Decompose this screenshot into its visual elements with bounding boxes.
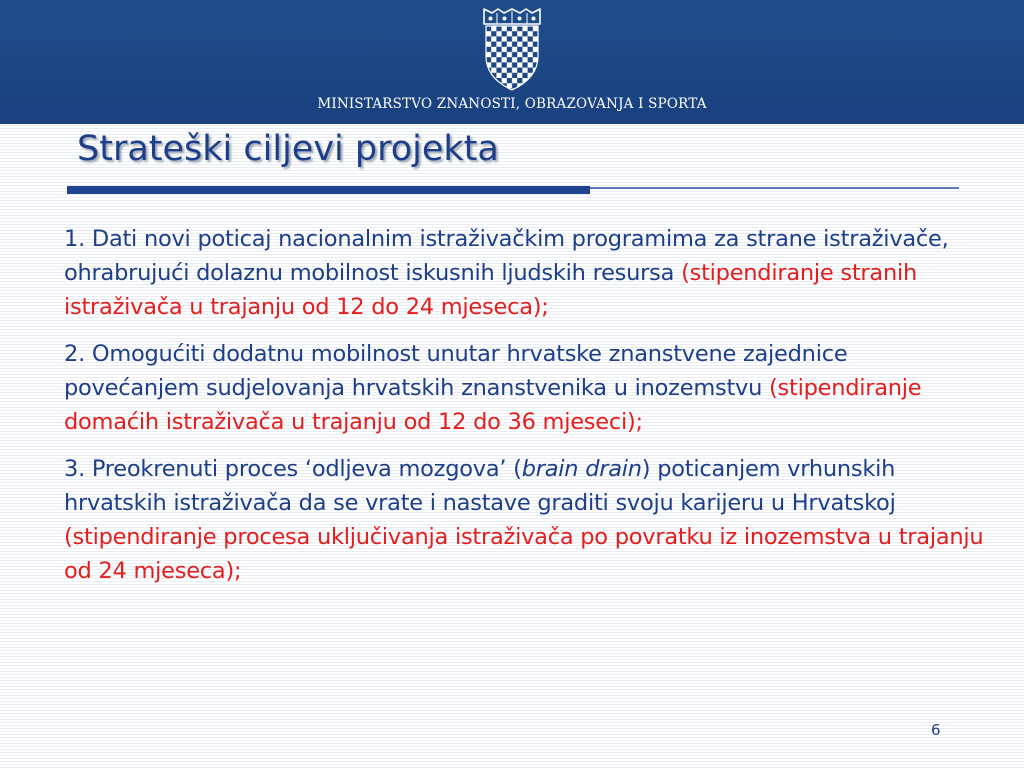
title-underline-thin <box>590 187 959 189</box>
goal-note: (stipendiranje stranih istraživača u trajanju od 12 do 24 mjeseca); <box>64 260 917 320</box>
goal-text: Omogućiti dodatnu mobilnost unutar hrvatske znanstvene zajednice povećanjem sudjelovanja hrvatskih znanstvenika u inozemstvu <box>64 341 848 401</box>
goal-item-1 <box>64 222 989 324</box>
goal-note: (stipendiranje procesa uključivanja istraživača po povratku iz inozemstva u trajanju od 24 mjeseca); <box>64 524 984 584</box>
goal-number: 1. <box>64 226 85 252</box>
title-underline <box>67 186 590 194</box>
goal-text: Dati novi poticaj nacionalnim istraživačkim programima za strane istraživače, ohrabrujući dolaznu mobilnost iskusnih ljudskih resursa <box>64 226 949 286</box>
goal-text-after: ) poticanjem vrhunskih hrvatskih istraživača da se vrate i nastave graditi svoju karijeru u Hrvatskoj <box>64 456 896 516</box>
page-number: 6 <box>931 721 941 739</box>
goal-number: 2. <box>64 341 85 367</box>
goal-text-italic: brain drain <box>521 456 642 482</box>
ministry-name: MINISTARSTVO ZNANOSTI, OBRAZOVANJA I SPORTA <box>317 96 707 112</box>
goal-text: Preokrenuti proces ‘odljeva mozgova’ ( <box>91 456 522 482</box>
ministry-header <box>0 0 1024 124</box>
slide-title: Strateški ciljevi projekta <box>77 129 499 169</box>
goal-number: 3. <box>64 456 85 482</box>
goal-item-2 <box>64 337 989 439</box>
croatian-coat-of-arms-icon <box>480 8 544 92</box>
goals-list <box>64 222 989 601</box>
goal-note: (stipendiranje domaćih istraživača u trajanju od 12 do 36 mjeseci); <box>64 375 922 435</box>
goal-item-3 <box>64 452 989 588</box>
